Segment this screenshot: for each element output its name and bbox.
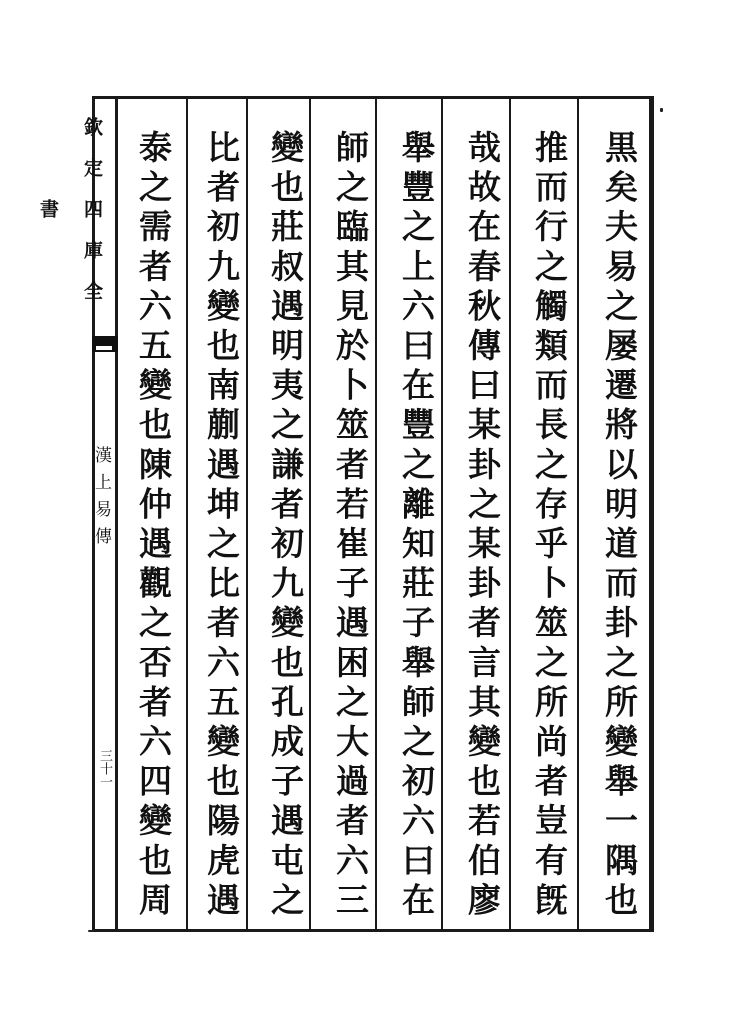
text-column-7: 比者初九變也南蒯遇坤之比者六五變也陽虎遇 — [202, 130, 241, 922]
book-title: 漢上易傳 — [91, 446, 111, 554]
column-rule — [186, 96, 188, 932]
text-column-2: 推而行之觸類而長之存乎卜筮之所尚者豈有旣 — [530, 130, 569, 922]
scan-speck — [88, 930, 94, 932]
column-rule — [577, 96, 579, 932]
text-column-8: 泰之需者六五變也陳仲遇觀之否者六四變也周 — [134, 130, 173, 922]
text-column-3: 哉故在春秋傳曰某卦之某卦者言其變也若伯廖 — [463, 130, 502, 922]
text-column-4: 舉豐之上六曰在豐之離知莊子舉師之初六曰在 — [397, 130, 436, 922]
fishtail-gap — [96, 346, 112, 350]
page-number: 三十一 — [97, 748, 112, 788]
text-column-1: 黒矣夫易之屡遷將以明道而卦之所變舉一隅也 — [600, 130, 639, 922]
column-rule — [509, 96, 511, 932]
collection-title: 欽定四庫全書 — [37, 116, 103, 322]
scan-speck — [660, 108, 663, 112]
text-column-6: 變也莊叔遇明夷之謙者初九變也孔成子遇屯之 — [266, 130, 305, 922]
text-column-5: 師之臨其見於卜筮者若崔子遇困之大過者六三 — [331, 130, 370, 922]
